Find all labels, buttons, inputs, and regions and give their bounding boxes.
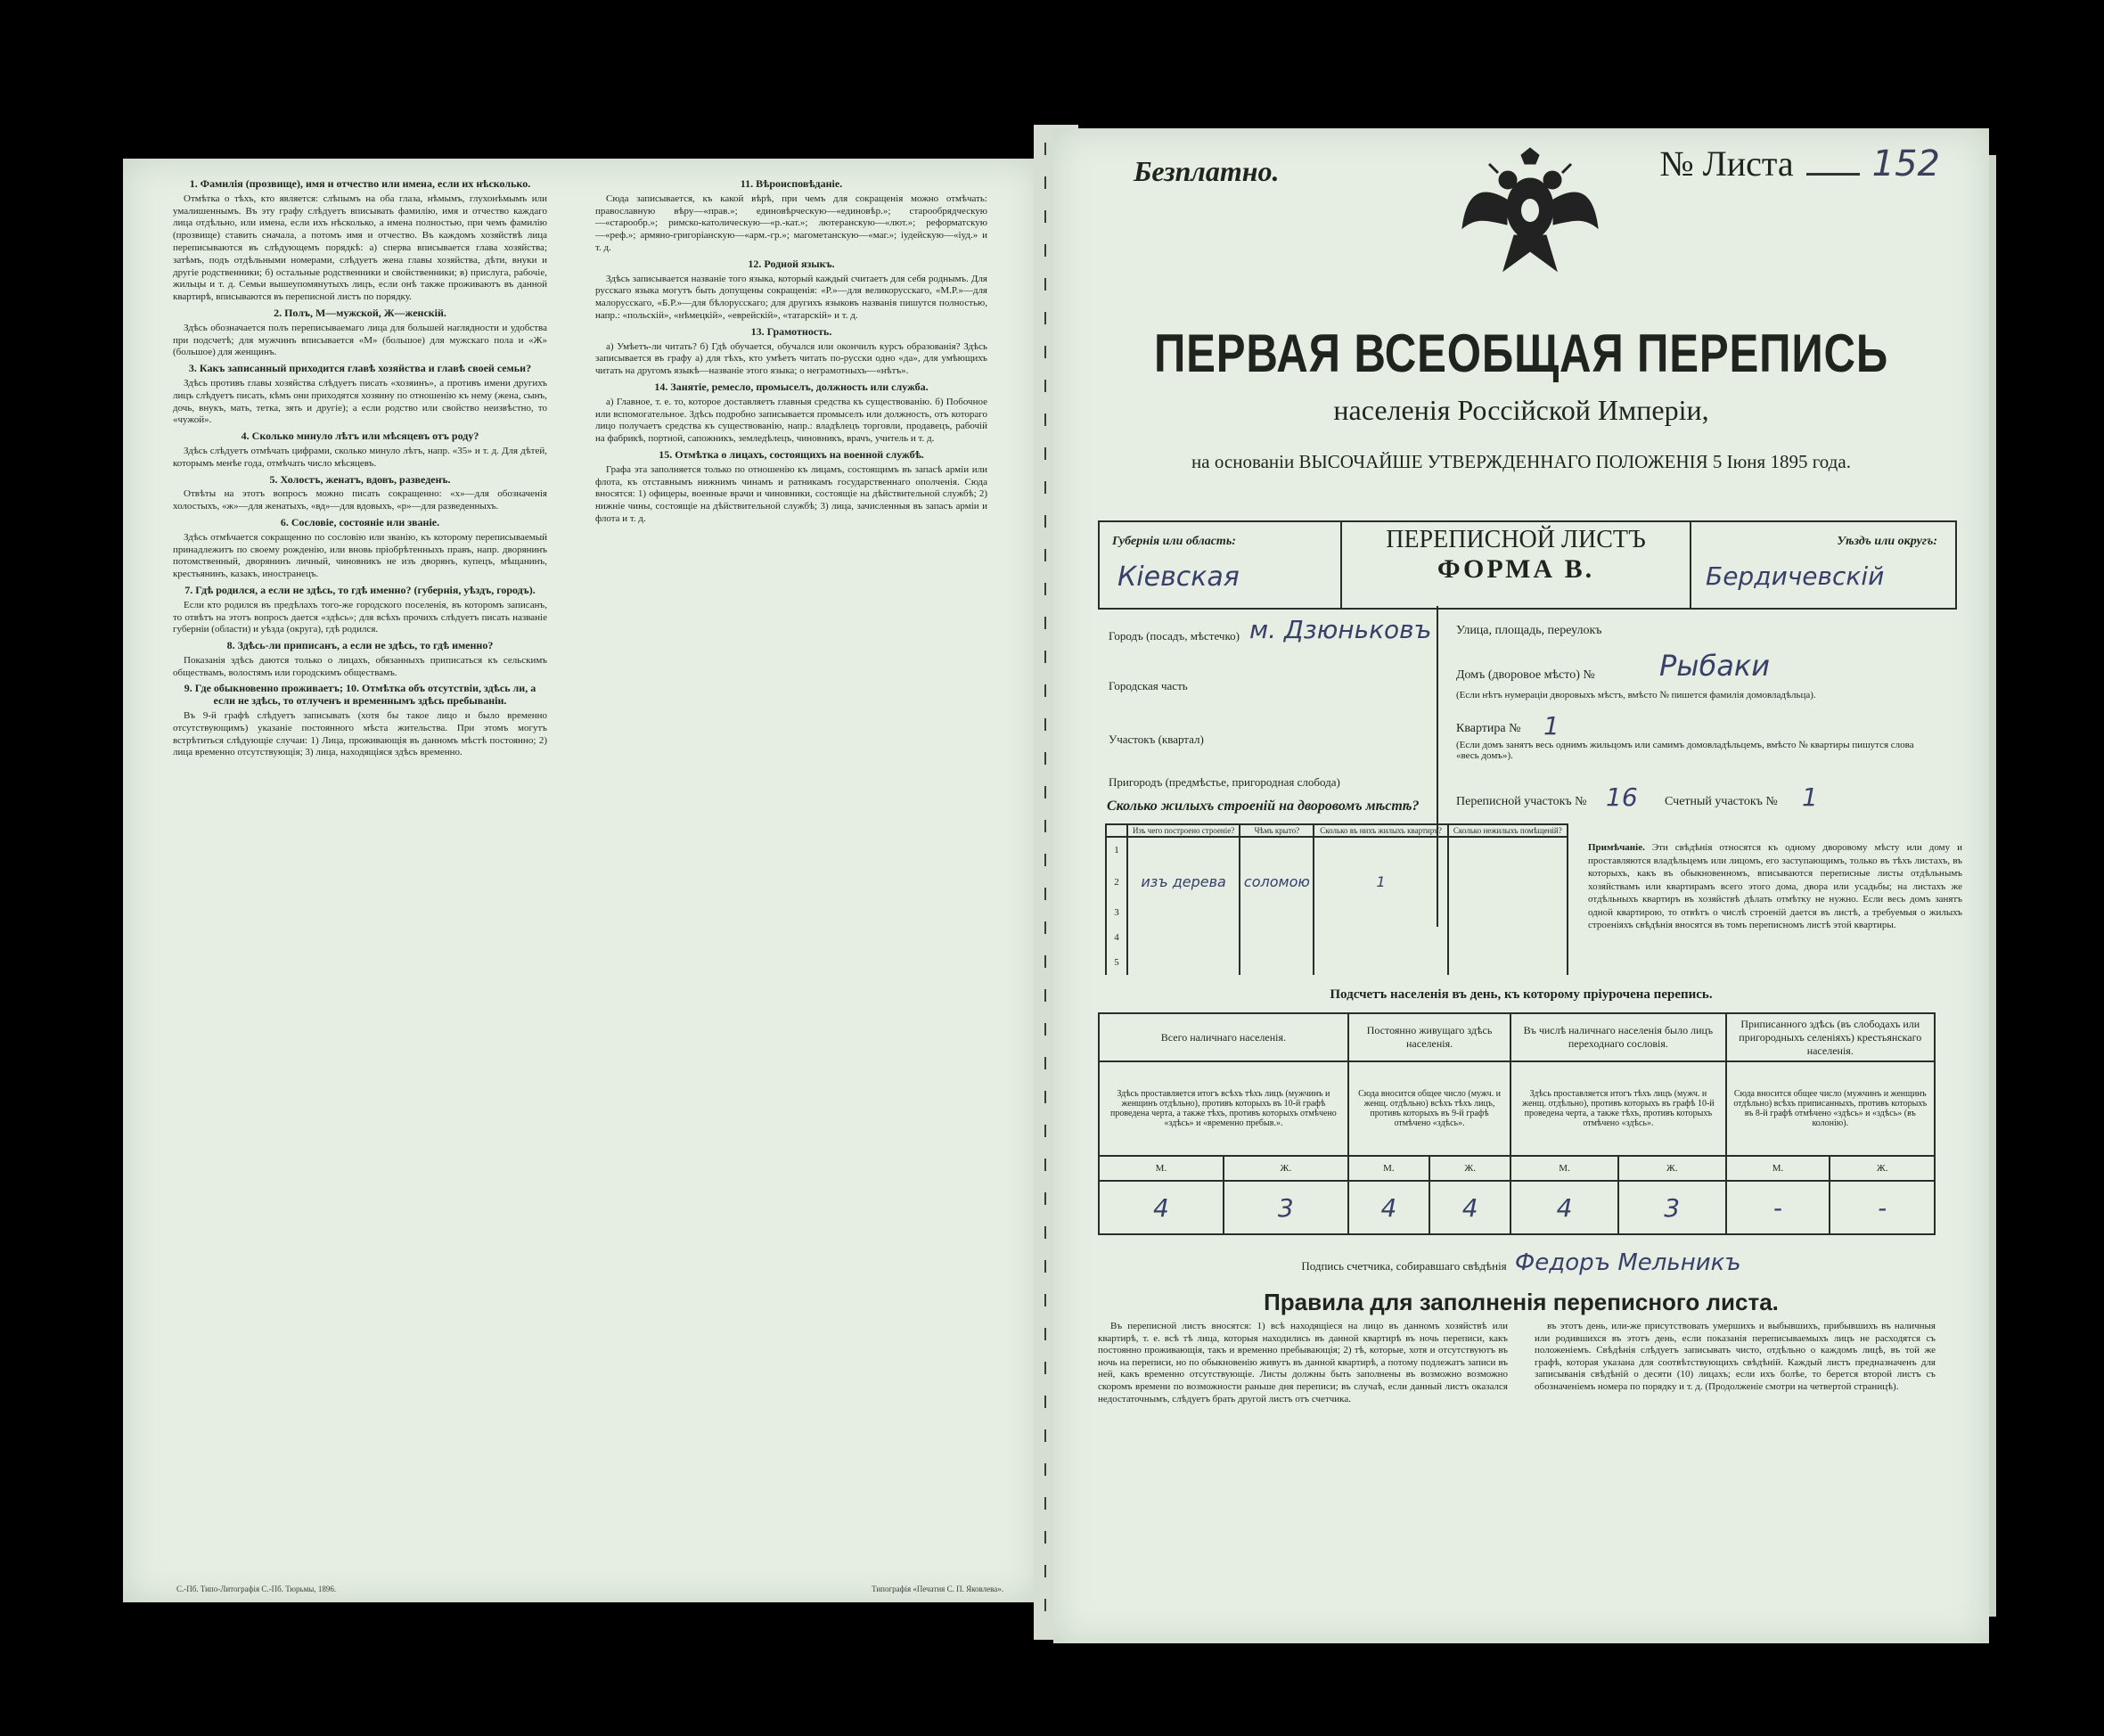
form-title-cell	[1342, 522, 1690, 608]
rules-column-left	[1098, 1321, 1508, 1606]
tally-sex-label-m: М.	[1099, 1156, 1224, 1181]
buildings-cell-apartments	[1314, 837, 1447, 864]
tally-value-m: 4	[1348, 1181, 1429, 1234]
buildings-cell-apartments	[1314, 901, 1447, 926]
column-2-sections	[595, 178, 987, 526]
buildings-cell-other	[1448, 925, 1568, 950]
section-text: Отвѣты на этотъ вопросъ можно писать сокращенно: «х»—для обозначенія холостыхъ, «ж»—для женатыхъ, «вд»—для вдовыхъ, «р»—для разведенныхъ.	[173, 488, 547, 512]
buildings-title: Сколько жилыхъ строеній на дворовомъ мѣстѣ?	[1107, 798, 1420, 814]
stitch-mark	[1044, 1362, 1046, 1374]
street-label: Улица, площадь, переулокъ	[1456, 624, 1602, 637]
stitch-mark	[1044, 786, 1046, 798]
gubernia-value: Кіевская	[1117, 561, 1240, 593]
stitch-mark	[1044, 414, 1046, 426]
buildings-table	[1105, 823, 1568, 975]
tally-sex-label-f: Ж.	[1224, 1156, 1348, 1181]
stitch-mark	[1044, 1226, 1046, 1239]
section-heading: 15. Отмѣтка о лицахъ, состоящихъ на военной службѣ.	[659, 447, 924, 461]
tally-sex-label-m: М.	[1348, 1156, 1429, 1181]
stitch-mark	[1044, 1159, 1046, 1171]
section-heading: 5. Холостъ, женатъ, вдовъ, разведенъ.	[269, 472, 451, 486]
stitch-mark	[1044, 651, 1046, 663]
stitch-mark	[1044, 617, 1046, 629]
tally-value-f: 4	[1429, 1181, 1510, 1234]
stitch-mark	[1044, 346, 1046, 358]
stitch-mark	[1044, 1125, 1046, 1137]
stitch-mark	[1044, 447, 1046, 460]
buildings-cell-roof: соломою	[1240, 864, 1314, 901]
stitch-mark	[1044, 1057, 1046, 1069]
stitch-mark	[1044, 1294, 1046, 1306]
section-text: Въ 9-й графѣ слѣдуетъ записывать (хотя бы такое лицо и было временно отсутствующимъ) указаніе постоянного мѣста жительства. При этомъ могутъ встрѣтиться слѣдующіе случаи: 1) Лица, проживающія въ данномъ мѣстѣ постоянно; 2) лица временно отсутствующія; 3) лица, находящіяся здѣсь временно.	[173, 710, 547, 758]
census-title: ПЕРВАЯ ВСЕОБЩАЯ ПЕРЕПИСЬ	[1153, 323, 1889, 383]
stitch-mark	[1044, 1429, 1046, 1442]
rules-left-text: Въ переписной листъ вносятся: 1) всѣ находящіеся на лицо въ данномъ хозяйствѣ или квартирѣ, т. е. всѣ тѣ лица, которыя находились въ данной квартирѣ въ ночь переписи, какъ постоянно проживающія, такъ и временно пребывающія; 2) тѣ, которые, хотя и отсутствуютъ въ ночь на переписи, но по обыкновенію живутъ въ данной квартирѣ, а потому подлежатъ записи въ ней, какъ временно отсутствующіе. Листы должны быть заполнены въ возможно возможно скоромъ времени по возможности раньше дня переписи; въ случаѣ, если данный листъ оказался недостаточнымъ, слѣдуетъ брать другой листъ отъ счетчика.	[1098, 1321, 1508, 1404]
sheet-number-strike	[1806, 164, 1860, 176]
sheet-number	[1659, 143, 1940, 184]
form-code: ФОРМА В.	[1437, 554, 1595, 584]
buildings-cell-roof	[1240, 950, 1314, 975]
stitch-mark	[1044, 1396, 1046, 1408]
section-text: Здѣсь обозначается полъ переписываемаго лица для большей наглядности и удобства при подсчетѣ; для мужчинъ вписывается «М» (большое) для мужскаго пола и «Ж» (большое) для женщинъ.	[173, 322, 547, 358]
uezd-cell	[1690, 522, 1955, 608]
section-text: Показанія здѣсь даются только о лицахъ, обязанныхъ приписаться къ сельскимъ обществамъ, волостямъ или городскимъ обществамъ.	[173, 654, 547, 678]
buildings-cell-n: 2	[1106, 864, 1127, 901]
city-label: Городъ (посадъ, мѣстечко)	[1109, 629, 1240, 643]
stitch-mark	[1044, 1497, 1046, 1510]
buildings-note-text: Эти свѣдѣнія относятся къ одному дворовому мѣсту или дому и проставляются владѣльцемъ или лицомъ, его заступающимъ, только въ тѣхъ листахъ, въ которыхъ, какъ въ обыкновенномъ, вписываются переписные листы отдѣльнымъ хозяйствамъ или квартирамъ всего этого дома, двора или усадьбы; на листахъ же отдѣльныхъ квартиръ въ хозяйствѣ дѣлать отмѣтку не нужно. Если весь домъ занятъ одной квартирою, то отвѣтъ о числѣ строеній дается въ листѣ, а требуемыя о жилыхъ строеніяхъ свѣдѣнія вносятся въ томъ переписномъ листѣ этой квартиры.	[1588, 842, 1962, 930]
tally-value-f: 3	[1618, 1181, 1726, 1234]
tally-group-title: Въ числѣ наличнаго населенія было лицъ переходнаго сословія.	[1510, 1013, 1725, 1061]
counting-district-value: 1	[1802, 782, 1818, 812]
apartment-value: 1	[1543, 711, 1560, 741]
stitch-mark	[1044, 1531, 1046, 1544]
buildings-header-cell: Сколько въ нихъ жилыхъ квартиръ?	[1314, 824, 1447, 837]
buildings-header-cell: Чѣмъ крыто?	[1240, 824, 1314, 837]
stitch-mark	[1044, 854, 1046, 866]
buildings-cell-n: 1	[1106, 837, 1127, 864]
tally-group-title: Приписанного здѣсь (въ слободахъ или пригородныхъ селеніяхъ) крестьянскаго населенія.	[1726, 1013, 1935, 1061]
tally-group-title: Всего наличнаго населенія.	[1099, 1013, 1348, 1061]
buildings-body	[1106, 837, 1568, 975]
instructions-column-2	[595, 175, 987, 1565]
stitch-mark	[1044, 1599, 1046, 1611]
stitch-mark	[1044, 481, 1046, 494]
buildings-cell-apartments	[1314, 950, 1447, 975]
buildings-row	[1106, 950, 1568, 975]
precinct-label: Участокъ (квартал)	[1109, 733, 1204, 746]
free-label: Безплатно.	[1134, 155, 1280, 187]
buildings-cell-apartments: 1	[1314, 864, 1447, 901]
signature-value: Федоръ Мельникъ	[1514, 1249, 1741, 1276]
tally-value-m: -	[1726, 1181, 1830, 1234]
section-heading: 3. Какъ записанный приходится главѣ хозяйства и главѣ своей семьи?	[188, 362, 532, 375]
tally-group-description: Здѣсь проставляется итогъ всѣхъ тѣхъ лицъ (мужчинъ и женщинъ отдѣльно), противъ которыхъ въ 10-й графѣ проведена черта, а также тѣхъ, противъ которыхъ отмѣчено «здѣсь» и «временно пребыв.».	[1099, 1061, 1348, 1156]
buildings-cell-other	[1448, 864, 1568, 901]
census-subtitle: населенія Россійской Имперіи,	[1333, 394, 1709, 426]
buildings-header-row	[1106, 824, 1568, 837]
page-stack-edge	[1989, 155, 1996, 1617]
section-heading: 8. Здѣсь-ли приписанъ, а если не здѣсь, то гдѣ именно?	[226, 639, 494, 652]
city-part-label: Городская часть	[1109, 679, 1188, 692]
section-heading: 12. Родной языкъ.	[748, 257, 835, 270]
stitch-mark	[1044, 244, 1046, 257]
stitch-mark	[1044, 684, 1046, 697]
apartment-note: (Если домъ занятъ весь однимъ жильцомъ или самимъ домовладѣльцемъ, вмѣсто № квартиры пишутся слова «весь домъ»).	[1456, 740, 1914, 761]
section-text: Здѣсь слѣдуетъ отмѣчать цифрами, сколько минуло лѣтъ, напр. «35» и т. д. Для дѣтей, которымъ менѣе года, отмѣчать число мѣсяцевъ.	[173, 445, 547, 469]
signature-line	[1053, 1249, 1989, 1276]
census-district-label: Переписной участокъ №	[1456, 795, 1587, 808]
buildings-header-cell: Изъ чего построено строеніе?	[1127, 824, 1240, 837]
tally-group-description: Здѣсь проставляется итогъ тѣхъ лицъ (мужч. и женщ. отдѣльно), противъ которыхъ въ графѣ 10-й проведена черта, а также тѣхъ, противъ которыхъ отмѣчено «здѣсь».	[1510, 1061, 1725, 1156]
tally-group-description: Сюда вносится общее число (мужчинъ и женщинъ отдѣльно) всѣхъ приписанныхъ, противъ которыхъ въ 8-й графѣ отмѣчено «здѣсь» и «здѣсь» (въ колонію).	[1726, 1061, 1935, 1156]
tally-value-m: 4	[1099, 1181, 1224, 1234]
section-heading: 7. Гдѣ родился, а если не здѣсь, то гдѣ именно? (губернія, уѣздъ, городъ).	[184, 583, 536, 596]
rules-column-right	[1535, 1321, 1936, 1606]
stitch-mark	[1044, 583, 1046, 595]
census-form-page	[1053, 128, 1989, 1643]
buildings-cell-roof	[1240, 901, 1314, 926]
column-1-sections	[173, 178, 547, 759]
house-note: (Если нѣтъ нумераціи дворовыхъ мѣстъ, вмѣсто № пишется фамилія домовладѣльца).	[1456, 690, 1816, 700]
tally-sex-label-f: Ж.	[1429, 1156, 1510, 1181]
buildings-cell-apartments	[1314, 925, 1447, 950]
section-text: а) Главное, т. е. то, которое доставляетъ главныя средства къ существованію. б) Побочное или вспомогательное. Здѣсь подробно записывается промыселъ или должность, отъ котораго лицо получаетъ средства къ существованію, напр.: владѣлецъ торговли, продавецъ, рабочій на фабрикѣ, портной, сапожникъ, земледѣлецъ, чиновникъ, врачъ, учитель и т. д.	[595, 396, 987, 445]
section-text: а) Умѣетъ-ли читать? б) Гдѣ обучается, обучался или окончилъ курсъ образованія? Здѣсь записывается въ графу а) для тѣхъ, кто умѣетъ читать по-русски одно «да», для умѣющихъ читать на другомъ языкѣ—названіе этого языка; о неграмотныхъ—«нѣтъ».	[595, 340, 987, 377]
tally-values	[1099, 1181, 1935, 1234]
uezd-value: Бердичевскій	[1706, 561, 1885, 591]
stitch-mark	[1044, 955, 1046, 968]
tally-sex-label-m: М.	[1726, 1156, 1830, 1181]
buildings-cell-material: изъ дерева	[1127, 864, 1240, 901]
signature-label: Подпись счетчика, собиравшаго свѣдѣнія	[1301, 1259, 1507, 1273]
stitch-mark	[1044, 1192, 1046, 1205]
section-text: Сюда записывается, къ какой вѣрѣ, при чемъ для сокращенія можно отмѣчать: православную вѣру—«прав.»; единовѣрческую—«единовѣр.»; старообрядческую—«старообр.»; римско-католическую—«р.-кат.»; лютеранскую—«лют.»; реформатскую—«реф.»; армяно-григоріанскую—«арм.-гр.»; магометанскую—«маг.»; іудейскую—«іуд.» и т. д.	[595, 192, 987, 253]
sheet-number-value: 152	[1871, 143, 1940, 184]
buildings-cell-material	[1127, 925, 1240, 950]
stitch-mark	[1044, 143, 1046, 155]
section-heading: 2. Полъ, М—мужской, Ж—женскій.	[274, 306, 446, 319]
stitch-mark	[1044, 176, 1046, 189]
stitch-mark	[1044, 312, 1046, 324]
buildings-row	[1106, 837, 1568, 864]
stitch-mark	[1044, 989, 1046, 1002]
counting-district-label: Счетный участокъ №	[1665, 795, 1778, 808]
gubernia-cell	[1100, 522, 1342, 608]
buildings-cell-other	[1448, 901, 1568, 926]
tally-value-f: 3	[1224, 1181, 1348, 1234]
buildings-cell-material	[1127, 950, 1240, 975]
legal-basis: на основаніи ВЫСОЧАЙШЕ УТВЕРЖДЕННАГО ПОЛОЖЕНІЯ 5 Іюня 1895 года.	[1191, 451, 1851, 472]
buildings-cell-n: 5	[1106, 950, 1127, 975]
stitch-mark	[1044, 1328, 1046, 1340]
house-label: Домъ (дворовое мѣсто) №	[1456, 668, 1595, 682]
tally-value-m: 4	[1510, 1181, 1618, 1234]
gubernia-label: Губернія или область:	[1112, 535, 1236, 548]
house-value: Рыбаки	[1659, 649, 1771, 683]
stitch-mark	[1044, 1463, 1046, 1476]
section-heading: 14. Занятіе, ремесло, промыселъ, должность или служба.	[654, 380, 929, 393]
rules-right-text: въ этотъ день, или-же присутствовать умершихъ и выбывшихъ, прибывшихъ въ наличныя или родившихся въ этотъ день, если показанія переписываемыхъ лицъ не расходятся съ положеніемъ. Свѣдѣнія слѣдуетъ записывать чисто, отдѣльно о каждомъ лицѣ, въ той же графѣ, которая указана для соотвѣтствующихъ свѣдѣній. Каждый листъ предназначенъ для записыванія свѣдѣній о десяти (10) лицахъ; если ихъ болѣе, то берется второй листъ съ обозначеніемъ номера по порядку и т. д. (Продолженіе смотри на четвертой страницѣ).	[1535, 1321, 1936, 1392]
buildings-header-number	[1106, 824, 1127, 837]
stitch-mark	[1044, 549, 1046, 561]
buildings-row	[1106, 901, 1568, 926]
form-title: ПЕРЕПИСНОЙ ЛИСТЪ	[1386, 526, 1646, 553]
tally-sex-label-m: М.	[1510, 1156, 1618, 1181]
buildings-cell-n: 4	[1106, 925, 1127, 950]
printer-imprint-right: Типографія «Печатня С. П. Яковлева».	[872, 1585, 1003, 1593]
uezd-label: Уѣздъ или округъ:	[1837, 535, 1937, 548]
tally-group-title: Постоянно живущаго здѣсь населенія.	[1348, 1013, 1510, 1061]
buildings-cell-n: 3	[1106, 901, 1127, 926]
left-instructions-page	[123, 159, 1039, 1602]
tally-table	[1098, 1012, 1936, 1235]
buildings-header-cell: Сколько нежилыхъ помѣщеній?	[1448, 824, 1568, 837]
section-heading: 6. Сословіе, состояніе или званіе.	[280, 515, 440, 528]
stitch-mark	[1044, 1023, 1046, 1036]
rules-title: Правила для заполненія переписного листа.	[1264, 1289, 1779, 1315]
stitch-mark	[1044, 921, 1046, 934]
stitch-mark	[1044, 820, 1046, 832]
stitch-mark	[1044, 278, 1046, 291]
buildings-row	[1106, 925, 1568, 950]
tally-value-f: -	[1830, 1181, 1935, 1234]
section-heading: 11. Вѣроисповѣданіе.	[740, 177, 843, 190]
tally-sex-labels	[1099, 1156, 1935, 1181]
section-heading: 9. Где обыкновенно проживаетъ; 10. Отмѣтка объ отсутствіи, здѣсь ли, а если не здѣсь, то отлученъ и временнымъ здѣсь пребываніи.	[184, 682, 536, 708]
buildings-cell-other	[1448, 950, 1568, 975]
section-text: Графа эта заполняется только по отношенію къ лицамъ, состоящимъ въ запасѣ арміи или флота, къ отставнымъ нижнимъ чинамъ и ратникамъ государственнаго ополченія. Сюда вносятся: 1) офицеры, военные врачи и чиновники, состоящіе на дѣйствительной службѣ; 2) нижніе чины, состоящіе на дѣйствительной службѣ; 3) лица, зачисленныя въ запасъ арміи и флота и т. д.	[595, 463, 987, 524]
section-text: Отмѣтка о тѣхъ, кто является: слѣпымъ на оба глаза, нѣмымъ, глухонѣмымъ или умалишеннымъ. Въ эту графу слѣдуетъ вписывать фамилію, имя и отчество каждаго лица отдѣльно, или имена, если ихъ нѣсколько, а имена полностью, при чемъ фамилію (прозвище) ставить сначала, а потомъ имя и отчество. Въ каждомъ хозяйствѣ лица переписываются въ слѣдующемъ порядкѣ: а) сперва вписывается глава хозяйства; затѣмъ, подъ отдѣльными номерами, слѣдуетъ жена главы хозяйства, дѣти, внуки и другіе родственники; б) остальные родственники и свойственники; в) прислуга, рабочіе, жильцы и т. д. Семьи вышеупомянутыхъ лицъ, если онѣ также проживаютъ въ данной квартирѣ, вписываются въ переписной листъ по порядку.	[173, 192, 547, 303]
section-text: Здѣсь противъ главы хозяйства слѣдуетъ писать «хозяинъ», а противъ имени другихъ лицъ слѣдуетъ писать, кѣмъ они приходятся хозяину по отношенію къ нему (жена, сынъ, дочь, внукъ, мать, тетка, зять и другіе); а если родство или свойство неизвѣстно, то «чужой».	[173, 377, 547, 426]
stitch-mark	[1044, 752, 1046, 765]
tally-group-descriptions	[1099, 1061, 1935, 1156]
section-text: Если кто родился въ предѣлахъ того-же городского поселенія, въ которомъ записанъ, то отвѣтъ на этотъ вопросъ дается «здѣсь»; для всѣхъ прочихъ слѣдуетъ писать названіе губерніи (области) и уѣзда (округа), гдѣ родился.	[173, 599, 547, 635]
buildings-cell-roof	[1240, 837, 1314, 864]
buildings-note-label: Примѣчаніе.	[1588, 842, 1645, 853]
section-text: Здѣсь записывается названіе того языка, который каждый считаетъ для себя роднымъ. Для русскаго языка могутъ быть допущены сокращенія: «Р.»—для великорусскаго, «М.Р.»—для малорусскаго, «Б.Р.»—для бѣлорусскаго; для другихъ языковъ названія пишутся полностью, напр.: «польскій», «нѣмецкій», «еврейскій», «татарскій» и т. д.	[595, 273, 987, 321]
buildings-row	[1106, 864, 1568, 901]
stitch-mark	[1044, 515, 1046, 528]
section-heading: 1. Фамилія (прозвище), имя и отчество или имена, если их нѣсколько.	[189, 177, 531, 190]
buildings-cell-material	[1127, 837, 1240, 864]
tally-title: Подсчетъ населенія въ день, къ которому пріурочена перепись.	[1330, 987, 1713, 1002]
tally-sex-label-f: Ж.	[1830, 1156, 1935, 1181]
section-text: Здѣсь отмѣчается сокращенно по сословію или званію, къ которому переписываемый принадлежитъ по своему рожденію, или вновь пріобрѣтенныхъ правъ, напр. дворянинъ потомственный, дворянинъ личный, чиновникъ не изъ дворянъ, купецъ, мѣщанинъ, крестьянинъ, казакъ, иностранецъ.	[173, 531, 547, 580]
suburb-label: Пригородъ (предмѣстье, пригородная слобода)	[1109, 775, 1340, 789]
stitch-mark	[1044, 718, 1046, 731]
stitch-mark	[1044, 210, 1046, 223]
buildings-note	[1588, 841, 1962, 932]
apartment-label: Квартира №	[1456, 722, 1521, 735]
buildings-cell-roof	[1240, 925, 1314, 950]
section-heading: 4. Сколько минуло лѣтъ или мѣсяцевъ отъ роду?	[241, 430, 479, 443]
double-headed-eagle-emblem	[1459, 146, 1601, 280]
form-header-box	[1098, 520, 1957, 610]
tally-sex-label-f: Ж.	[1618, 1156, 1726, 1181]
buildings-cell-other	[1448, 837, 1568, 864]
stitch-mark	[1044, 1565, 1046, 1577]
stitch-mark	[1044, 380, 1046, 392]
buildings-cell-material	[1127, 901, 1240, 926]
census-district-value: 16	[1606, 782, 1638, 812]
section-heading: 13. Грамотность.	[750, 324, 832, 338]
sheet-number-label: № Листа	[1659, 143, 1794, 184]
tally-group-description: Сюда вносится общее число (мужч. и женщ. отдѣльно) всѣхъ тѣхъ лицъ, противъ которыхъ въ 9-й графѣ отмѣчено «здѣсь».	[1348, 1061, 1510, 1156]
stitch-mark	[1044, 1091, 1046, 1103]
stitch-mark	[1044, 1260, 1046, 1273]
stitch-mark	[1044, 888, 1046, 900]
city-value: м. Дзюньковъ	[1249, 615, 1432, 644]
tally-group-titles	[1099, 1013, 1935, 1061]
instructions-column-1	[173, 175, 547, 1565]
printer-imprint-left: С.-Пб. Типо-Литографія С.-Пб. Тюрьмы, 1896.	[176, 1585, 337, 1593]
